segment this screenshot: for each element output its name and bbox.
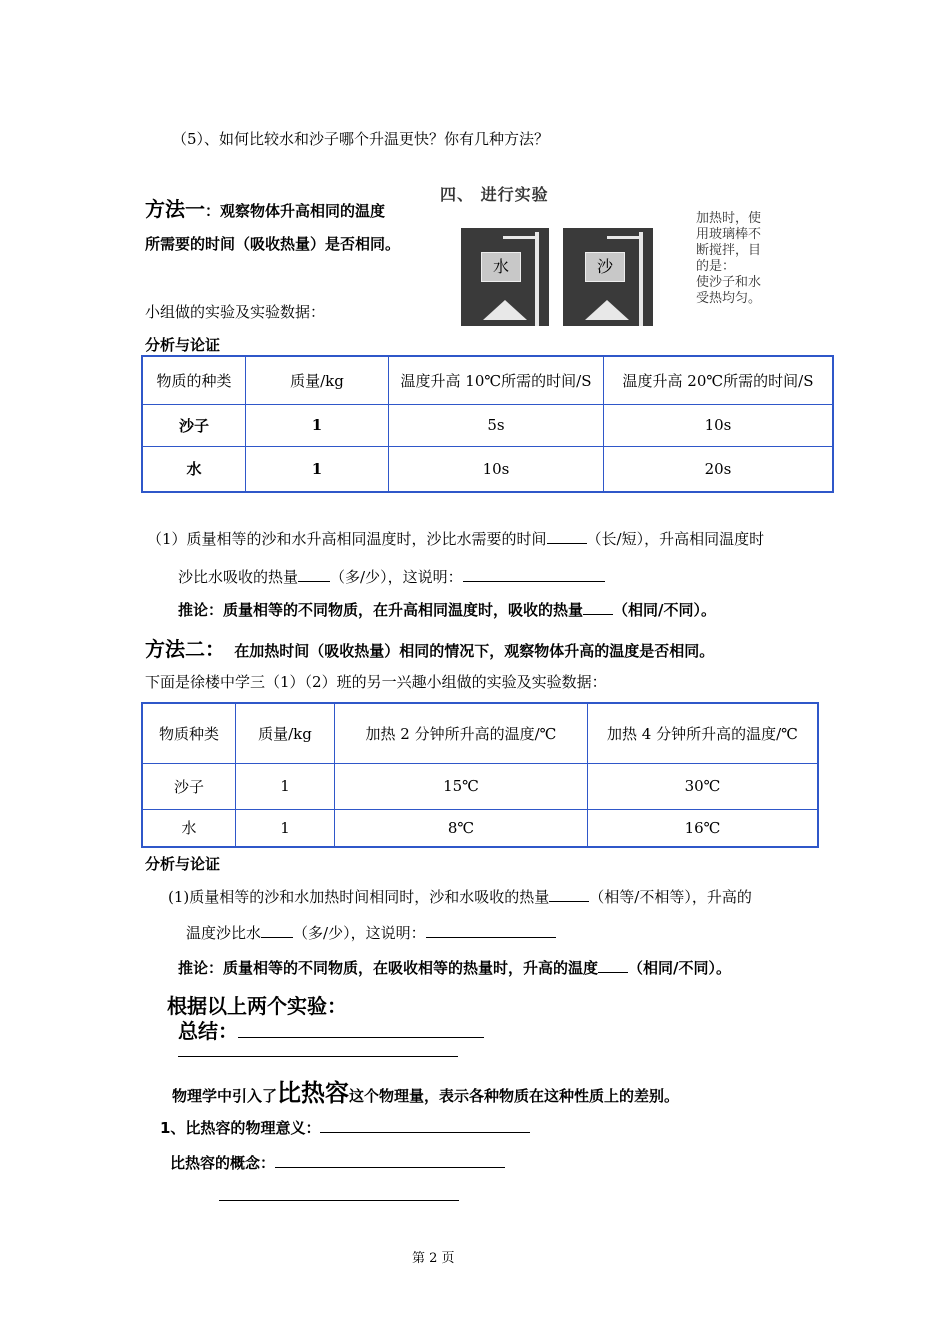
answer-blank[interactable] <box>261 937 293 938</box>
table2-cell: 16℃ <box>588 809 819 847</box>
answer-blank[interactable] <box>547 543 587 544</box>
question-concept: 比热容的概念： <box>170 1152 505 1173</box>
method-two-text: 在加热时间（吸收热量）相同的情况下，观察物体升高的温度是否相同。 <box>234 642 715 660</box>
water-label: 水 <box>481 252 521 282</box>
table2-header: 质量/kg <box>236 703 335 763</box>
table1-cell: 5s <box>389 404 604 446</box>
table1-header: 温度升高 10℃所需的时间/S <box>389 356 604 404</box>
question-meaning: 1、比热容的物理意义： <box>160 1117 530 1138</box>
method-one-text: ：观察物体升高相同的温度 <box>205 202 386 220</box>
table2-cell: 水 <box>142 809 236 847</box>
method-two-label: 方法二： <box>145 637 225 661</box>
experiment-title: 四、 进行实验 <box>440 185 549 204</box>
table1-header: 质量/kg <box>246 356 389 404</box>
inference-1: 推论：质量相等的不同物质，在升高相同温度时，吸收的热量 （相同/不同）。 <box>178 601 716 619</box>
specific-heat-term: 比热容 <box>277 1079 350 1107</box>
summary <box>178 1015 484 1044</box>
inference-2: 推论：质量相等的不同物质，在吸收相等的热量时，升高的温度 （相同/不同）。 <box>178 959 731 977</box>
question-1a-line1: （1）质量相等的沙和水升高相同温度时，沙比水需要的时间 （长/短），升高相同温度时 <box>147 530 765 548</box>
table1-header: 温度升高 20℃所需的时间/S <box>604 356 834 404</box>
table-1 <box>141 355 834 493</box>
analysis-label: 分析与论证 <box>145 336 221 354</box>
question-5: （5）、如何比较水和沙子哪个升温更快？你有几种方法？ <box>172 130 550 148</box>
summary-blank[interactable] <box>238 1019 484 1038</box>
method-one-label: 方法一 <box>145 197 205 221</box>
answer-blank[interactable] <box>298 581 330 582</box>
table2-cell: 15℃ <box>335 763 588 809</box>
table1-cell: 水 <box>142 446 246 492</box>
table2-header: 物质种类 <box>142 703 236 763</box>
table2-header: 加热 4 分钟所升高的温度/℃ <box>588 703 819 763</box>
table1-cell: 10s <box>604 404 834 446</box>
table1-cell: 1 <box>246 404 389 446</box>
analysis-label-2: 分析与论证 <box>145 855 221 873</box>
question-1b-line2: 温度沙比水 （多/少），这说明： <box>186 922 556 943</box>
answer-blank[interactable] <box>320 1132 530 1133</box>
table1-cell: 10s <box>389 446 604 492</box>
experiment-note: 加热时，使 用玻璃棒不 断搅拌，目 的是： 使沙子和水 受热均匀。 <box>696 211 762 306</box>
table-2 <box>141 702 819 848</box>
answer-blank[interactable] <box>463 581 605 582</box>
group-2-text: 下面是徐楼中学三（1）（2）班的另一兴趣小组做的实验及实验数据： <box>145 673 607 691</box>
question-1b-line1: (1)质量相等的沙和水加热时间相同时，沙和水吸收的热量 （相等/不相等），升高的 <box>168 888 752 906</box>
concept-blank-2[interactable] <box>219 1200 459 1201</box>
table2-cell: 8℃ <box>335 809 588 847</box>
table2-cell: 30℃ <box>588 763 819 809</box>
table1-header: 物质的种类 <box>142 356 246 404</box>
summary-blank-2[interactable] <box>178 1056 458 1057</box>
method-two <box>145 633 714 662</box>
group-text: 小组做的实验及实验数据： <box>145 303 326 321</box>
method-one <box>145 193 385 222</box>
water-experiment-photo <box>461 228 549 326</box>
page-number: 第 2 页 <box>412 1251 455 1266</box>
sand-experiment-photo <box>563 228 653 326</box>
summary-label: 总结： <box>178 1019 238 1043</box>
table2-cell: 1 <box>236 809 335 847</box>
table2-cell: 沙子 <box>142 763 236 809</box>
answer-blank[interactable] <box>549 901 589 902</box>
table1-cell: 20s <box>604 446 834 492</box>
answer-blank[interactable] <box>426 937 556 938</box>
answer-blank[interactable] <box>583 614 613 615</box>
table2-header: 加热 2 分钟所升高的温度/℃ <box>335 703 588 763</box>
based-on-heading: 根据以上两个实验： <box>167 994 347 1018</box>
table1-cell: 沙子 <box>142 404 246 446</box>
specific-heat-intro: 物理学中引入了比热容这个物理量，表示各种物质在这种性质上的差别。 <box>172 1079 680 1107</box>
answer-blank[interactable] <box>598 972 628 973</box>
question-1a-line2: 沙比水吸收的热量 （多/少），这说明： <box>178 566 605 587</box>
answer-blank[interactable] <box>275 1167 505 1168</box>
sand-label: 沙 <box>585 252 625 282</box>
table1-cell: 1 <box>246 446 389 492</box>
table2-cell: 1 <box>236 763 335 809</box>
method-one-text-2: 所需要的时间（吸收热量）是否相同。 <box>145 235 401 253</box>
